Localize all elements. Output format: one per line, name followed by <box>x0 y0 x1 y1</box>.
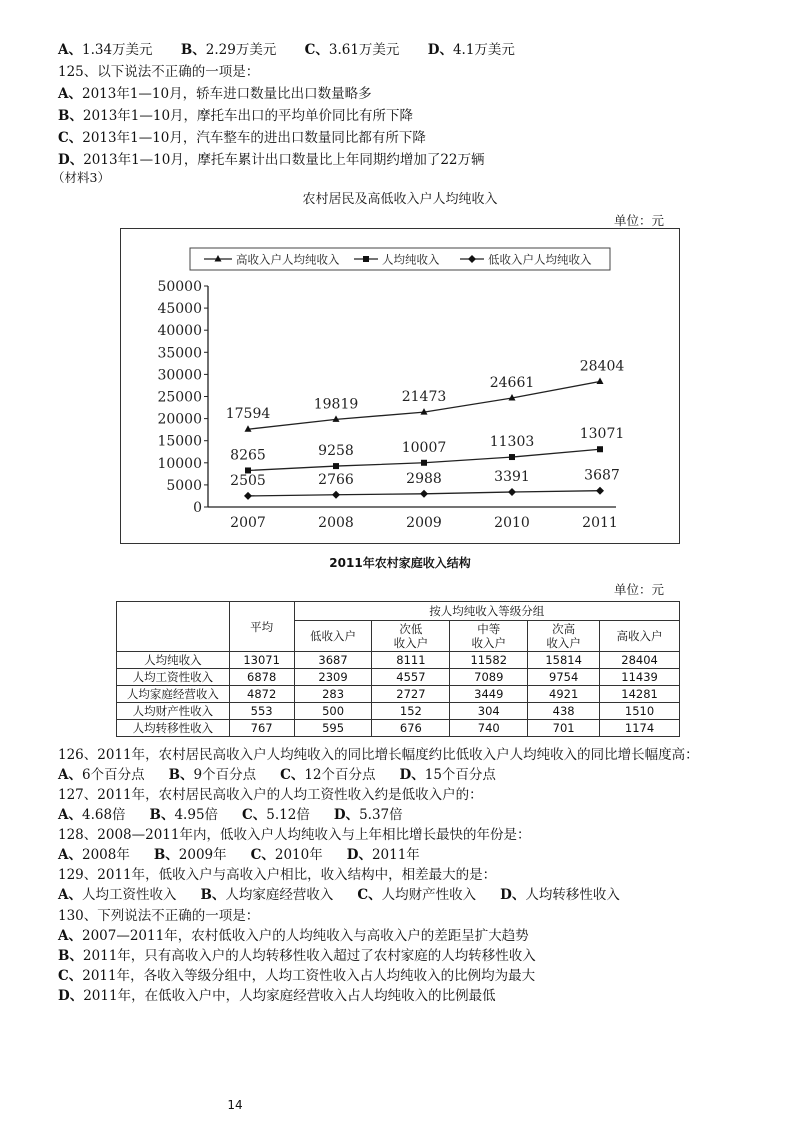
option-letter: D、 <box>500 887 526 903</box>
question-option <box>334 807 403 823</box>
option-letter: D、 <box>346 847 372 863</box>
table-subheader <box>372 621 450 652</box>
table-title: 2011年农村家庭收入结构 <box>329 556 471 570</box>
option-letter: B、 <box>149 807 175 823</box>
table-subheader-line: 低收入户 <box>310 629 357 643</box>
y-tick-label: 0 <box>193 500 202 516</box>
table-cell: 1174 <box>600 720 680 737</box>
question-option <box>251 847 323 863</box>
option-text: 2010年 <box>274 847 323 863</box>
data-label: 3687 <box>584 467 620 484</box>
data-label: 11303 <box>489 434 535 451</box>
question-option <box>400 767 496 783</box>
chart-title: 农村居民及高低收入户人均纯收入 <box>302 192 498 207</box>
option-letter: B、 <box>200 887 226 903</box>
option-text: 2008年 <box>81 847 130 863</box>
y-tick-label: 15000 <box>157 433 202 450</box>
table-corner-cell <box>117 602 230 652</box>
q124-option-c: C、3.61万美元 <box>304 42 400 58</box>
table-subheader <box>450 621 528 652</box>
table-cell: 11582 <box>450 652 528 669</box>
data-point <box>597 446 603 452</box>
data-point <box>508 488 516 496</box>
legend-marker <box>215 255 222 262</box>
option-text: 9个百分点 <box>193 767 257 783</box>
y-tick-label: 35000 <box>157 345 202 362</box>
data-point <box>333 463 339 469</box>
q125-option-d: D、2013年1—10月，摩托车累计出口数量比上年同期约增加了22万辆 <box>58 152 485 168</box>
x-tick-label: 2011 <box>582 515 618 531</box>
q125-option-a: A、2013年1—10月，轿车进口数量比出口数量略多 <box>58 86 372 102</box>
q124-options <box>58 40 539 60</box>
table-header-group: 按人均纯收入等级分组 <box>294 602 679 621</box>
q130-option-c: C、2011年，各收入等级分组中，人均工资性收入占人均纯收入的比例均为最大 <box>58 968 536 984</box>
y-tick-label: 5000 <box>166 477 202 494</box>
data-label: 24661 <box>489 374 535 391</box>
data-label: 10007 <box>401 439 447 456</box>
option-text: 人均财产性收入 <box>381 887 477 903</box>
question-option <box>169 767 257 783</box>
data-point <box>421 460 427 466</box>
table-cell: 4921 <box>528 686 600 703</box>
table-cell: 3449 <box>450 686 528 703</box>
data-label: 2505 <box>230 472 266 489</box>
x-tick-label: 2007 <box>230 515 266 531</box>
income-structure-table <box>116 601 680 737</box>
option-letter: C、 <box>242 807 267 823</box>
question-option <box>357 887 476 903</box>
table-row-label: 人均家庭经营收入 <box>117 686 230 703</box>
data-label: 2988 <box>406 470 442 487</box>
question-option <box>280 767 375 783</box>
q125-option-b: B、2013年1—10月，摩托车出口的平均单价同比有所下降 <box>58 108 414 124</box>
data-point <box>597 377 604 384</box>
option-text: 4.95倍 <box>174 807 219 823</box>
x-tick-label: 2009 <box>406 515 442 531</box>
data-label: 19819 <box>313 396 359 413</box>
table-cell: 11439 <box>600 669 680 686</box>
data-label: 17594 <box>225 406 271 423</box>
table-row <box>117 669 680 686</box>
option-text: 2009年 <box>178 847 227 863</box>
q130-option-b: B、2011年，只有高收入户的人均转移性收入超过了农村家庭的人均转移性收入 <box>58 948 536 964</box>
table-row-label: 人均财产性收入 <box>117 703 230 720</box>
q124-option-a: A、1.34万美元 <box>58 42 153 58</box>
legend-marker <box>468 255 476 263</box>
option-letter: C、 <box>357 887 382 903</box>
data-point <box>509 454 515 460</box>
table-cell: 14281 <box>600 686 680 703</box>
option-letter: A、 <box>58 887 82 903</box>
data-point <box>420 490 428 498</box>
material-label: （材料3） <box>52 170 110 185</box>
table-cell: 4557 <box>372 669 450 686</box>
option-letter: C、 <box>280 767 305 783</box>
data-label: 2766 <box>318 471 354 488</box>
data-point <box>244 492 252 500</box>
option-letter: D、 <box>399 767 425 783</box>
table-cell: 13071 <box>229 652 294 669</box>
option-letter: B、 <box>153 847 179 863</box>
table-cell: 438 <box>528 703 600 720</box>
data-label: 8265 <box>230 447 266 464</box>
question-options <box>58 845 444 865</box>
y-tick-label: 50000 <box>157 279 202 295</box>
option-text: 5.12倍 <box>266 807 310 823</box>
table-cell: 767 <box>229 720 294 737</box>
chart-frame <box>121 229 680 544</box>
q124-option-d: D、4.1万美元 <box>427 42 515 58</box>
table-row-label: 人均工资性收入 <box>117 669 230 686</box>
data-label: 3391 <box>494 469 530 486</box>
option-letter: A、 <box>58 767 82 783</box>
option-letter: A、 <box>58 847 82 863</box>
table-subheader <box>600 621 680 652</box>
table-subheader-line: 收入户 <box>393 636 429 650</box>
table-cell: 2727 <box>372 686 450 703</box>
table-row-label: 人均纯收入 <box>117 652 230 669</box>
option-letter: D、 <box>333 807 360 823</box>
question-options <box>58 765 520 785</box>
option-text: 6个百分点 <box>81 767 145 783</box>
y-tick-label: 30000 <box>157 367 202 384</box>
q130-option-d: D、2011年，在低收入户中，人均家庭经营收入占人均纯收入的比例最低 <box>58 988 496 1004</box>
income-line-chart <box>120 228 680 544</box>
data-label: 28404 <box>579 358 625 375</box>
table-cell: 7089 <box>450 669 528 686</box>
table-row <box>117 703 680 720</box>
q130-option-a: A、2007—2011年，农村低收入户的人均纯收入与高收入户的差距呈扩大趋势 <box>58 928 529 944</box>
table-cell: 152 <box>372 703 450 720</box>
question-option <box>500 887 620 903</box>
table-subheader <box>294 621 372 652</box>
data-point <box>596 487 604 495</box>
table-cell: 8111 <box>372 652 450 669</box>
question-stem: 126、2011年，农村居民高收入户人均纯收入的同比增长幅度约比低收入户人均纯收入的同比增长幅度高： <box>58 747 699 763</box>
option-letter: C、 <box>250 847 275 863</box>
y-tick-label: 40000 <box>157 323 202 340</box>
option-text: 5.37倍 <box>359 807 403 823</box>
y-tick-label: 10000 <box>157 455 202 472</box>
table-row-label: 人均转移性收入 <box>117 720 230 737</box>
data-label: 9258 <box>318 443 354 460</box>
question-option <box>58 847 130 863</box>
question-option <box>347 847 420 863</box>
y-tick-label: 45000 <box>157 301 202 318</box>
q125-stem: 125、以下说法不正确的一项是： <box>58 64 260 80</box>
x-tick-label: 2010 <box>494 515 530 531</box>
chart-unit: 单位：元 <box>614 213 665 228</box>
page-number: 14 <box>227 1098 243 1112</box>
table-cell: 6878 <box>229 669 294 686</box>
option-text: 人均转移性收入 <box>525 887 620 903</box>
table-subheader-line: 高收入户 <box>616 629 663 643</box>
table-cell: 500 <box>294 703 372 720</box>
question-stem: 128、2008—2011年内，低收入户人均纯收入与上年相比增长最快的年份是： <box>58 827 531 843</box>
table-cell: 595 <box>294 720 372 737</box>
question-options <box>58 885 644 905</box>
option-letter: A、 <box>58 807 82 823</box>
question-option <box>58 887 176 903</box>
data-label: 13071 <box>579 426 625 443</box>
table-subheader-line: 次高 <box>552 622 576 636</box>
table-header-average: 平均 <box>229 602 294 652</box>
table-cell: 553 <box>229 703 294 720</box>
table-cell: 3687 <box>294 652 372 669</box>
legend-label: 高收入户人均纯收入 <box>236 252 340 267</box>
table-cell: 304 <box>450 703 528 720</box>
table-cell: 15814 <box>528 652 600 669</box>
question-option <box>154 847 227 863</box>
data-label: 21473 <box>401 389 447 406</box>
option-text: 15个百分点 <box>424 767 496 783</box>
table-cell: 740 <box>450 720 528 737</box>
legend-marker <box>363 256 369 262</box>
q130-stem: 130、下列说法不正确的一项是： <box>58 908 260 924</box>
q124-option-b: B、2.29万美元 <box>180 42 277 58</box>
question-option <box>200 887 333 903</box>
question-option <box>58 807 126 823</box>
table-cell: 283 <box>294 686 372 703</box>
option-text: 人均家庭经营收入 <box>225 887 334 903</box>
table-cell: 701 <box>528 720 600 737</box>
y-tick-label: 25000 <box>157 389 202 406</box>
table-subheader-line: 收入户 <box>471 636 507 650</box>
table-subheader-line: 次低 <box>399 622 423 636</box>
q125-option-c: C、2013年1—10月，汽车整车的进出口数量同比都有所下降 <box>58 130 426 146</box>
table-cell: 9754 <box>528 669 600 686</box>
table-subheader-line: 中等 <box>477 622 501 636</box>
table-cell: 2309 <box>294 669 372 686</box>
table-row <box>117 652 680 669</box>
question-stem: 129、2011年，低收入户与高收入户相比，收入结构中，相差最大的是： <box>58 867 497 883</box>
table-subheader-line: 收入户 <box>546 636 581 650</box>
table-row <box>117 686 680 703</box>
question-option <box>58 767 145 783</box>
option-text: 12个百分点 <box>304 767 376 783</box>
question-option <box>242 807 310 823</box>
table-cell: 28404 <box>600 652 680 669</box>
table-subheader <box>528 621 600 652</box>
x-tick-label: 2008 <box>318 515 354 531</box>
table-unit: 单位：元 <box>614 582 665 597</box>
legend-label: 低收入户人均纯收入 <box>488 252 592 267</box>
question-option <box>150 807 218 823</box>
legend-label: 人均纯收入 <box>382 252 440 267</box>
option-text: 2011年 <box>371 847 420 863</box>
option-text: 人均工资性收入 <box>81 887 177 903</box>
question-options <box>58 805 427 825</box>
question-stem: 127、2011年，农村居民高收入户的人均工资性收入约是低收入户的： <box>58 787 483 803</box>
y-tick-label: 20000 <box>157 411 202 428</box>
option-text: 4.68倍 <box>81 807 126 823</box>
table-cell: 4872 <box>229 686 294 703</box>
table-cell: 1510 <box>600 703 680 720</box>
table-cell: 676 <box>372 720 450 737</box>
option-letter: B、 <box>168 767 194 783</box>
table-row <box>117 720 680 737</box>
data-point <box>332 491 340 499</box>
